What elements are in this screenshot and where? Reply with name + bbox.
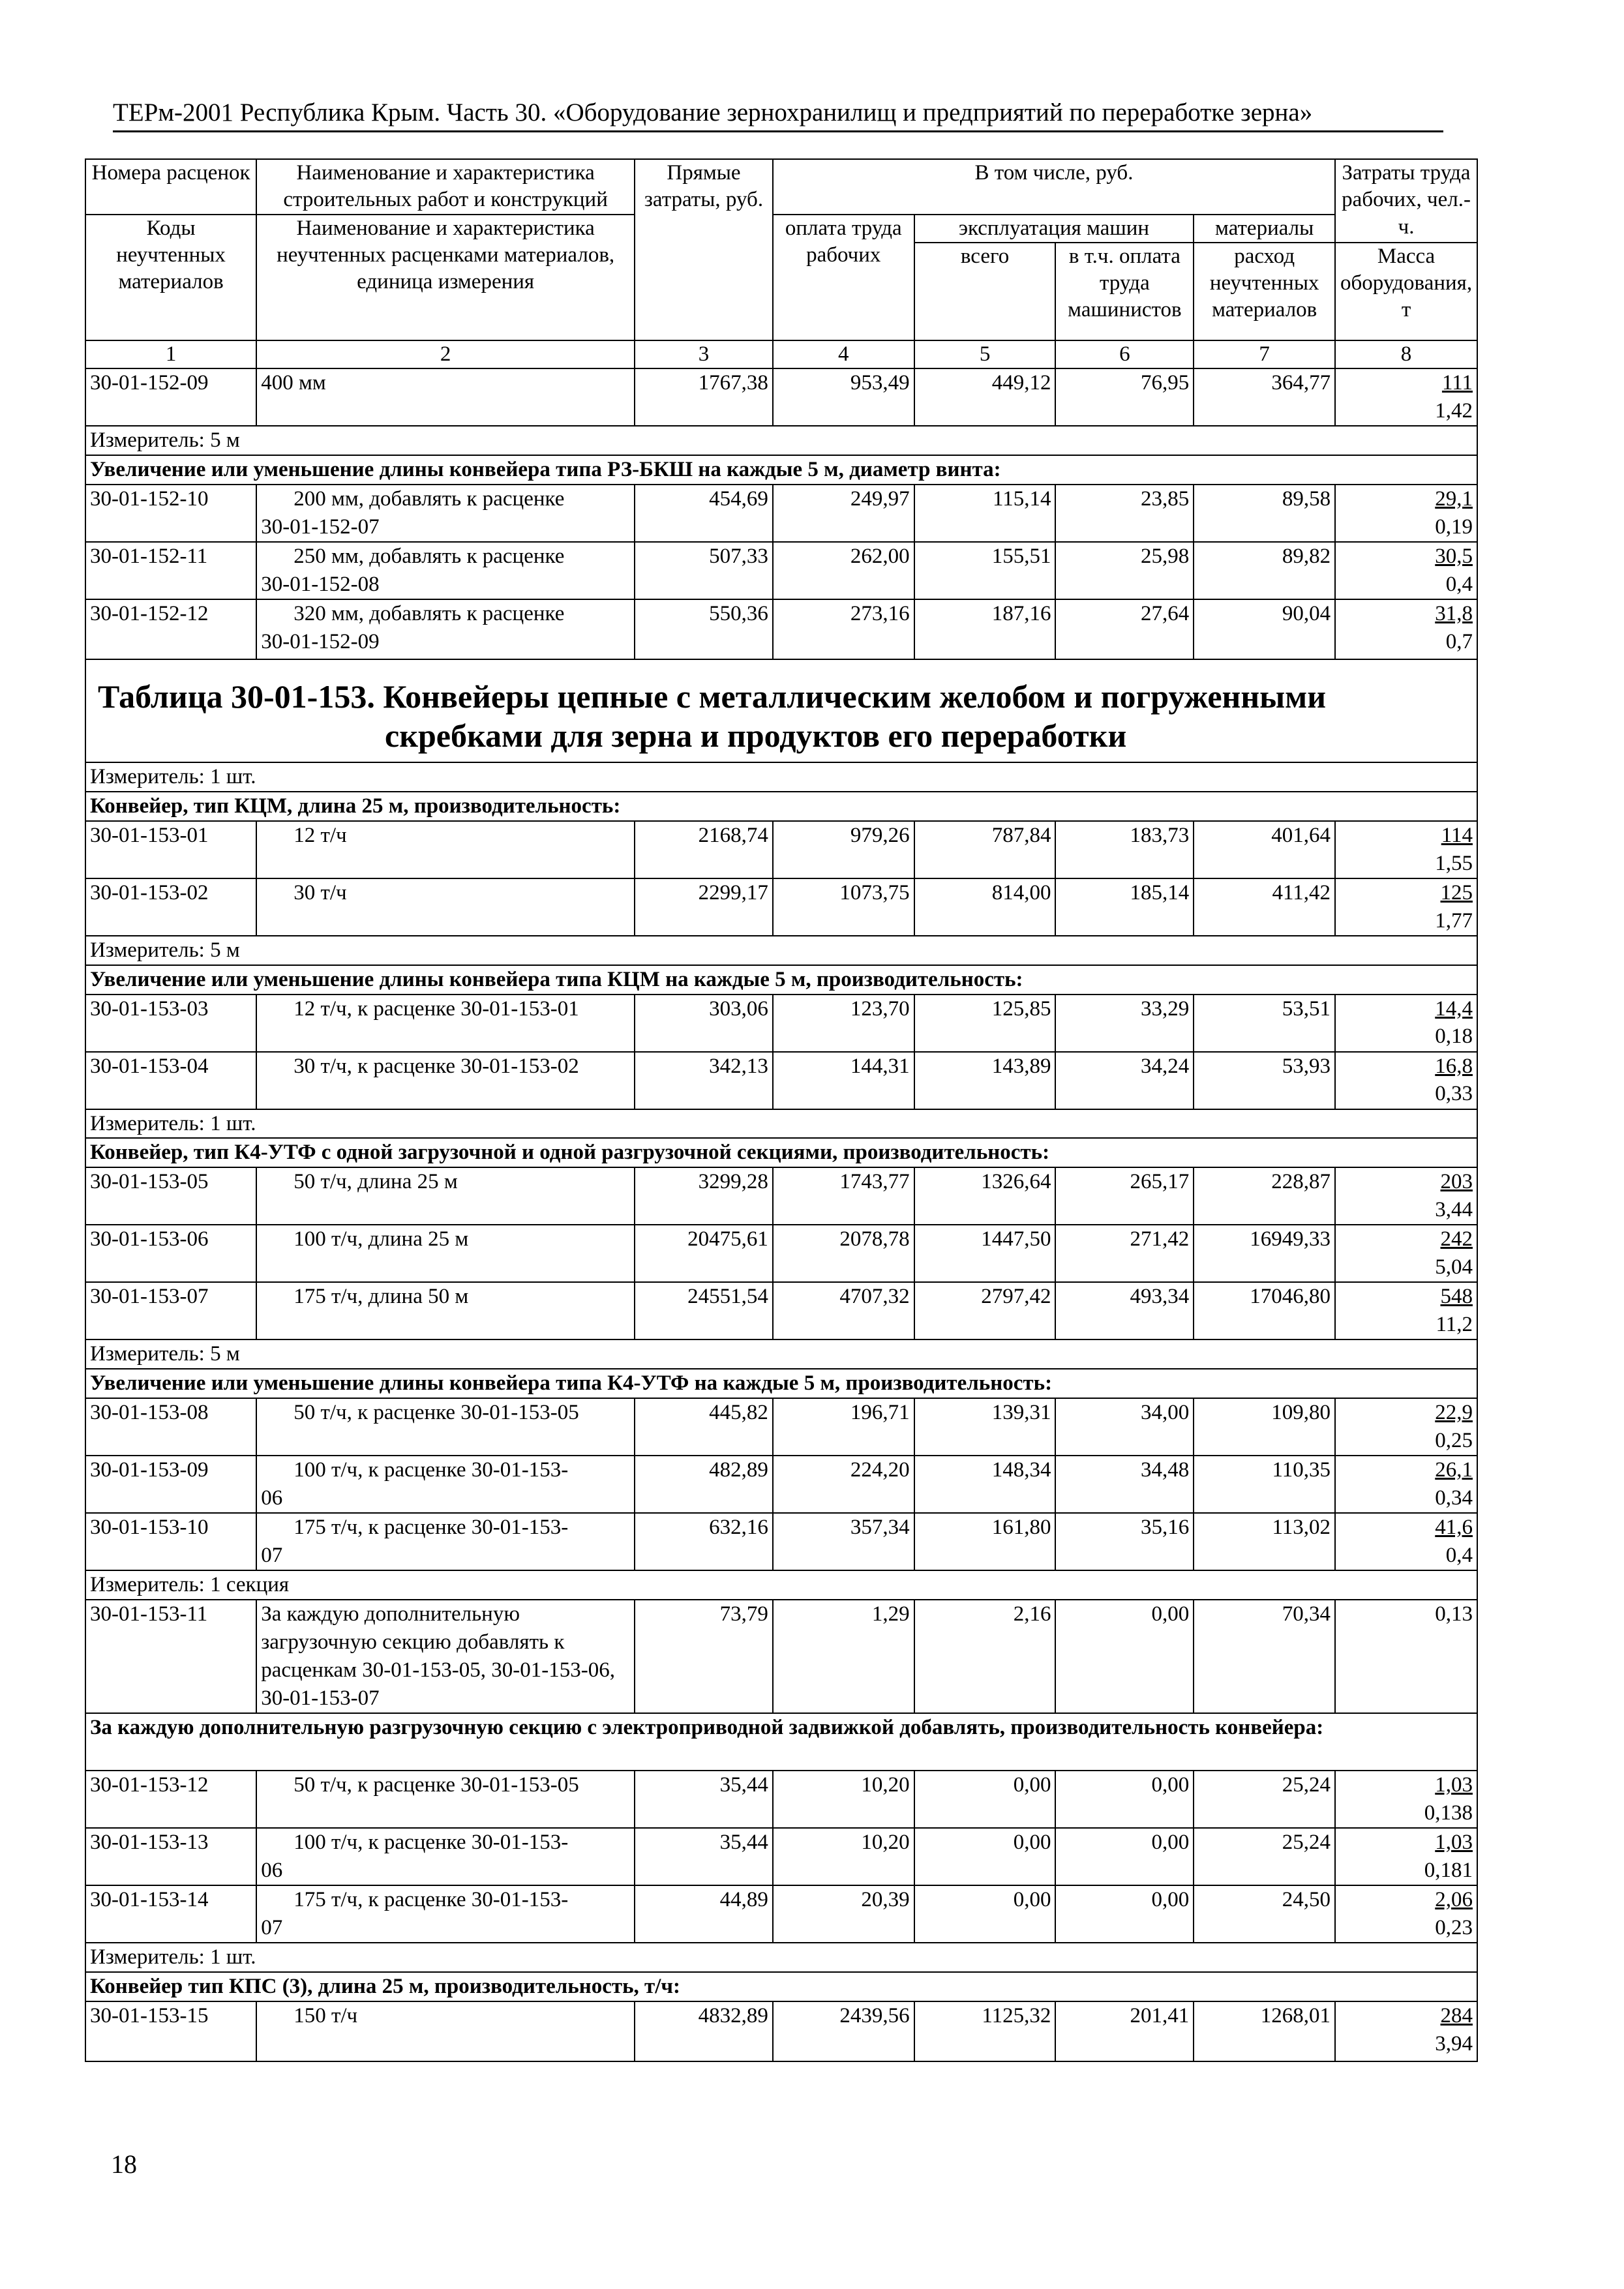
col-materials: материалы — [1194, 215, 1335, 243]
rate-code: 30-01-152-09 — [85, 368, 256, 426]
wages: 1743,77 — [773, 1167, 914, 1225]
labor-mass — [1335, 1456, 1477, 1513]
direct-cost: 4832,89 — [635, 2001, 773, 2061]
rates-table-30-01-152 — [85, 158, 1478, 660]
operators-wages: 34,24 — [1055, 1052, 1194, 1109]
mass-value: 5,04 — [1435, 1255, 1473, 1279]
col-num-4: 4 — [773, 340, 914, 368]
col-num-6: 6 — [1055, 340, 1194, 368]
rate-name: 50 т/ч, длина 25 м — [256, 1167, 635, 1225]
operators-wages: 185,14 — [1055, 878, 1194, 936]
materials-cost: 25,24 — [1194, 1771, 1335, 1828]
rate-name: 200 мм, добавлять к расценке 30-01-152-07 — [256, 485, 635, 542]
section-heading: Увеличение или уменьшение длины конвейера типа К4-УТФ на каждые 5 м, производительность: — [85, 1369, 1477, 1398]
rate-name: 150 т/ч — [256, 2001, 635, 2061]
section-heading: Конвейер тип КПС (3), длина 25 м, производительность, т/ч: — [85, 1972, 1477, 2001]
section-heading: Увеличение или уменьшение длины конвейера типа РЗ-БКШ на каждые 5 м, диаметр винта: — [85, 455, 1477, 485]
measure-unit: Измеритель: 1 шт. — [85, 1109, 1477, 1139]
table-title — [98, 677, 1481, 755]
direct-cost: 73,79 — [635, 1600, 773, 1713]
table-row — [85, 1167, 1477, 1225]
operators-wages: 271,42 — [1055, 1225, 1194, 1282]
wages: 357,34 — [773, 1513, 914, 1570]
rate-name: 50 т/ч, к расценке 30-01-153-05 — [256, 1398, 635, 1456]
direct-cost: 1767,38 — [635, 368, 773, 426]
machines-total: 187,16 — [914, 599, 1056, 659]
rate-code: 30-01-153-02 — [85, 878, 256, 936]
labor-mass — [1335, 368, 1477, 426]
col-num-8: 8 — [1335, 340, 1477, 368]
labor-mass: 30,5 0,4 — [1335, 542, 1477, 599]
measure-unit: Измеритель: 1 секция — [85, 1570, 1477, 1600]
labor-value: 14,4 — [1435, 996, 1473, 1021]
rate-name: 320 мм, добавлять к расценке 30-01-152-09 — [256, 599, 635, 659]
machines-total: 161,80 — [914, 1513, 1056, 1570]
rate-code: 30-01-153-01 — [85, 821, 256, 878]
mass-value: 0,34 — [1435, 1486, 1473, 1510]
rate-code: 30-01-152-12 — [85, 599, 256, 659]
table-row — [85, 1225, 1477, 1282]
measure-unit: Измеритель: 5 м — [85, 1339, 1477, 1369]
mass-value: 0,25 — [1435, 1429, 1473, 1453]
col-num-5: 5 — [914, 340, 1056, 368]
rate-code: 30-01-153-12 — [85, 1771, 256, 1828]
materials-cost: 89,58 — [1194, 485, 1335, 542]
rate-code: 30-01-152-11 — [85, 542, 256, 599]
machines-total: 1447,50 — [914, 1225, 1056, 1282]
wages: 10,20 — [773, 1771, 914, 1828]
rate-code: 30-01-152-10 — [85, 485, 256, 542]
labor-value: 548 — [1440, 1285, 1473, 1309]
col2-bottom: Наименование и характеристика неучтенных расценками материалов, единица измерения — [256, 215, 635, 340]
machines-total: 155,51 — [914, 542, 1056, 599]
wages: 20,39 — [773, 1885, 914, 1943]
direct-cost: 20475,61 — [635, 1225, 773, 1282]
direct-cost: 342,13 — [635, 1052, 773, 1109]
labor-value: 242 — [1440, 1227, 1473, 1251]
materials-cost: 53,51 — [1194, 995, 1335, 1052]
labor-value: 1,03 — [1435, 1773, 1473, 1797]
materials-cost: 110,35 — [1194, 1456, 1335, 1513]
rate-name: 100 т/ч, к расценке 30-01-153- 06 — [256, 1456, 635, 1513]
table-row — [85, 1828, 1477, 1885]
machines-total: 1125,32 — [914, 2001, 1056, 2061]
operators-wages: 265,17 — [1055, 1167, 1194, 1225]
table-row — [85, 485, 1477, 542]
labor-mass — [1335, 1282, 1477, 1339]
mass-value: 0,23 — [1435, 1915, 1473, 1939]
machines-total: 1326,64 — [914, 1167, 1056, 1225]
labor-mass — [1335, 1828, 1477, 1885]
rate-code: 30-01-153-06 — [85, 1225, 256, 1282]
wages: 2439,56 — [773, 2001, 914, 2061]
table-row — [85, 1885, 1477, 1943]
direct-cost: 3299,28 — [635, 1167, 773, 1225]
measure-unit: Измеритель: 5 м — [85, 426, 1477, 455]
wages: 262,00 — [773, 542, 914, 599]
col8-bottom: Масса оборудования, т — [1335, 243, 1477, 340]
section-heading: Конвейер, тип КЦМ, длина 25 м, производительность: — [85, 792, 1477, 821]
col3-direct: Прямые затраты, руб. — [635, 159, 773, 340]
labor-value: 22,9 — [1435, 1401, 1473, 1425]
materials-cost: 17046,80 — [1194, 1282, 1335, 1339]
direct-cost: 303,06 — [635, 995, 773, 1052]
direct-cost: 35,44 — [635, 1771, 773, 1828]
wages: 2078,78 — [773, 1225, 914, 1282]
table-title-line2: скребками для зерна и продуктов его переработки — [385, 717, 1127, 754]
table-row — [85, 821, 1477, 878]
rate-code: 30-01-153-13 — [85, 1828, 256, 1885]
wages: 249,97 — [773, 485, 914, 542]
rate-name: 100 т/ч, к расценке 30-01-153- 06 — [256, 1828, 635, 1885]
mass-value: 1,55 — [1435, 851, 1473, 875]
rate-name: 175 т/ч, к расценке 30-01-153- 07 — [256, 1513, 635, 1570]
labor-mass — [1335, 1225, 1477, 1282]
wages: 123,70 — [773, 995, 914, 1052]
operators-wages: 183,73 — [1055, 821, 1194, 878]
table-row — [85, 995, 1477, 1052]
operators-wages: 0,00 — [1055, 1885, 1194, 1943]
machines-total: 2797,42 — [914, 1282, 1056, 1339]
operators-wages: 25,98 — [1055, 542, 1194, 599]
wages: 1073,75 — [773, 878, 914, 936]
measure-unit: Измеритель: 1 шт. — [85, 1943, 1477, 1972]
labor-value: 26,1 — [1435, 1458, 1473, 1482]
col6-operators: в т.ч. оплата труда машинистов — [1055, 243, 1194, 340]
materials-cost: 113,02 — [1194, 1513, 1335, 1570]
machines-total: 148,34 — [914, 1456, 1056, 1513]
materials-cost: 1268,01 — [1194, 2001, 1335, 2061]
operators-wages: 34,00 — [1055, 1398, 1194, 1456]
rate-code: 30-01-153-09 — [85, 1456, 256, 1513]
materials-cost: 70,34 — [1194, 1600, 1335, 1713]
col8-top: Затраты труда рабочих, чел.-ч. — [1335, 159, 1477, 243]
materials-cost: 411,42 — [1194, 878, 1335, 936]
machines-total: 115,14 — [914, 485, 1056, 542]
labor-mass — [1335, 1885, 1477, 1943]
machines-total: 0,00 — [914, 1771, 1056, 1828]
mass-value: 11,2 — [1436, 1313, 1473, 1337]
section-heading: Конвейер, тип К4-УТФ с одной загрузочной и одной разгрузочной секциями, производительность: — [85, 1138, 1477, 1167]
labor-value: 2,06 — [1435, 1888, 1473, 1912]
col-incl: В том числе, руб. — [773, 159, 1335, 215]
wages: 10,20 — [773, 1828, 914, 1885]
operators-wages: 76,95 — [1055, 368, 1194, 426]
table-row — [85, 2001, 1477, 2061]
rate-name: 30 т/ч, к расценке 30-01-153-02 — [256, 1052, 635, 1109]
wages: 144,31 — [773, 1052, 914, 1109]
machines-total: 0,00 — [914, 1885, 1056, 1943]
measure-unit: Измеритель: 1 шт. — [85, 762, 1477, 792]
machines-total: 814,00 — [914, 878, 1056, 936]
table-row — [85, 1600, 1477, 1713]
rates-table-30-01-153 — [85, 762, 1478, 2062]
direct-cost: 550,36 — [635, 599, 773, 659]
operators-wages: 35,16 — [1055, 1513, 1194, 1570]
labor-mass — [1335, 1167, 1477, 1225]
wages: 1,29 — [773, 1600, 914, 1713]
machines-total: 143,89 — [914, 1052, 1056, 1109]
rate-code: 30-01-153-11 — [85, 1600, 256, 1713]
materials-cost: 89,82 — [1194, 542, 1335, 599]
labor-mass: 31,8 0,7 — [1335, 599, 1477, 659]
col4-wages: оплата труда рабочих — [773, 215, 914, 340]
labor-value: 284 — [1440, 2003, 1473, 2027]
operators-wages: 493,34 — [1055, 1282, 1194, 1339]
operators-wages: 0,00 — [1055, 1771, 1194, 1828]
labor-value: 111 — [1441, 371, 1473, 395]
materials-cost: 25,24 — [1194, 1828, 1335, 1885]
col-exploitation: эксплуатация машин — [914, 215, 1194, 243]
mass-value: 1,77 — [1435, 908, 1473, 933]
table-row — [85, 1398, 1477, 1456]
page-number: 18 — [111, 2149, 137, 2179]
wages: 224,20 — [773, 1456, 914, 1513]
rate-name: 50 т/ч, к расценке 30-01-153-05 — [256, 1771, 635, 1828]
materials-cost: 228,87 — [1194, 1167, 1335, 1225]
wages: 953,49 — [773, 368, 914, 426]
materials-cost: 90,04 — [1194, 599, 1335, 659]
frame-left-line — [85, 642, 86, 763]
rate-name: 12 т/ч, к расценке 30-01-153-01 — [256, 995, 635, 1052]
table-row — [85, 542, 1477, 599]
mass-value: 3,44 — [1435, 1198, 1473, 1222]
materials-cost: 24,50 — [1194, 1885, 1335, 1943]
col2-top: Наименование и характеристика строительных работ и конструкций — [256, 159, 635, 215]
operators-wages: 33,29 — [1055, 995, 1194, 1052]
col-num-7: 7 — [1194, 340, 1335, 368]
machines-total: 0,00 — [914, 1828, 1056, 1885]
table-row — [85, 368, 1477, 426]
labor-value: 114 — [1441, 823, 1473, 847]
direct-cost: 2299,17 — [635, 878, 773, 936]
direct-cost: 445,82 — [635, 1398, 773, 1456]
wages: 979,26 — [773, 821, 914, 878]
rate-name: 175 т/ч, к расценке 30-01-153- 07 — [256, 1885, 635, 1943]
machines-total: 125,85 — [914, 995, 1056, 1052]
rate-code: 30-01-153-08 — [85, 1398, 256, 1456]
materials-cost: 16949,33 — [1194, 1225, 1335, 1282]
labor-value: 125 — [1440, 880, 1473, 905]
rate-name: 12 т/ч — [256, 821, 635, 878]
operators-wages: 23,85 — [1055, 485, 1194, 542]
rate-name: 400 мм — [256, 368, 635, 426]
measure-unit: Измеритель: 5 м — [85, 936, 1477, 965]
rate-code: 30-01-153-10 — [85, 1513, 256, 1570]
labor-mass — [1335, 1513, 1477, 1570]
col-num-2: 2 — [256, 340, 635, 368]
mass-value: 1,42 — [1435, 398, 1473, 423]
mass-value: 0,33 — [1435, 1082, 1473, 1106]
section-heading: Увеличение или уменьшение длины конвейера типа КЦМ на каждые 5 м, производительность: — [85, 965, 1477, 995]
rate-code: 30-01-153-03 — [85, 995, 256, 1052]
labor-mass — [1335, 2001, 1477, 2061]
direct-cost: 44,89 — [635, 1885, 773, 1943]
materials-cost: 401,64 — [1194, 821, 1335, 878]
operators-wages: 34,48 — [1055, 1456, 1194, 1513]
labor-mass — [1335, 821, 1477, 878]
operators-wages: 0,00 — [1055, 1600, 1194, 1713]
section-heading: За каждую дополнительную разгрузочную секцию с электроприводной задвижкой добавлять, производительность конвейера: — [85, 1713, 1477, 1771]
rate-name: 100 т/ч, длина 25 м — [256, 1225, 635, 1282]
labor-mass — [1335, 878, 1477, 936]
table-row — [85, 599, 1477, 659]
labor-value: 16,8 — [1435, 1054, 1473, 1078]
rate-name: 30 т/ч — [256, 878, 635, 936]
mass-value: 0,4 — [1445, 1544, 1473, 1568]
machines-total: 449,12 — [914, 368, 1056, 426]
machines-total: 2,16 — [914, 1600, 1056, 1713]
col5-total: всего — [914, 243, 1056, 340]
col-num-3: 3 — [635, 340, 773, 368]
rate-code: 30-01-153-07 — [85, 1282, 256, 1339]
mass-value: 0,18 — [1435, 1025, 1473, 1049]
labor-mass: 29,1 0,19 — [1335, 485, 1477, 542]
table-row — [85, 1456, 1477, 1513]
operators-wages: 201,41 — [1055, 2001, 1194, 2061]
table-row — [85, 1513, 1477, 1570]
direct-cost: 454,69 — [635, 485, 773, 542]
col-num-1: 1 — [85, 340, 256, 368]
col7-materials: расход неучтенных материалов — [1194, 243, 1335, 340]
rate-code: 30-01-153-04 — [85, 1052, 256, 1109]
wages: 273,16 — [773, 599, 914, 659]
direct-cost: 35,44 — [635, 1828, 773, 1885]
materials-cost: 109,80 — [1194, 1398, 1335, 1456]
direct-cost: 632,16 — [635, 1513, 773, 1570]
operators-wages: 27,64 — [1055, 599, 1194, 659]
direct-cost: 2168,74 — [635, 821, 773, 878]
mass-value: 3,94 — [1435, 2031, 1473, 2056]
table-row — [85, 1052, 1477, 1109]
materials-cost: 53,93 — [1194, 1052, 1335, 1109]
table-row — [85, 878, 1477, 936]
wages: 196,71 — [773, 1398, 914, 1456]
labor-value: 1,03 — [1435, 1831, 1473, 1855]
col1-top: Номера расценок — [85, 159, 256, 215]
direct-cost: 24551,54 — [635, 1282, 773, 1339]
direct-cost: 507,33 — [635, 542, 773, 599]
table-row — [85, 1282, 1477, 1339]
labor-mass — [1335, 995, 1477, 1052]
materials-cost: 364,77 — [1194, 368, 1335, 426]
labor-mass — [1335, 1398, 1477, 1456]
table-title-line1: Таблица 30-01-153. Конвейеры цепные с металлическим желобом и погруженными — [98, 678, 1327, 715]
rate-code: 30-01-153-15 — [85, 2001, 256, 2061]
labor-value: 41,6 — [1435, 1516, 1473, 1540]
rate-name: 250 мм, добавлять к расценке 30-01-152-08 — [256, 542, 635, 599]
labor-value: 203 — [1440, 1170, 1473, 1194]
rate-name: 175 т/ч, длина 50 м — [256, 1282, 635, 1339]
rate-code: 30-01-153-14 — [85, 1885, 256, 1943]
mass-value: 0,181 — [1424, 1858, 1473, 1882]
labor-mass — [1335, 1771, 1477, 1828]
mass-value: 0,138 — [1424, 1801, 1473, 1825]
running-header: ТЕРм-2001 Республика Крым. Часть 30. «Оборудование зернохранилищ и предприятий по переработке зерна» — [113, 98, 1443, 132]
col1-bottom: Коды неучтенных материалов — [85, 215, 256, 340]
rate-code: 30-01-153-05 — [85, 1167, 256, 1225]
rate-name: За каждую дополнительную загрузочную секцию добавлять к расценкам 30-01-153-05, 30-01-153-06, 30-01-153-07 — [256, 1600, 635, 1713]
direct-cost: 482,89 — [635, 1456, 773, 1513]
table-row — [85, 1771, 1477, 1828]
operators-wages: 0,00 — [1055, 1828, 1194, 1885]
labor-mass — [1335, 1052, 1477, 1109]
machines-total: 139,31 — [914, 1398, 1056, 1456]
machines-total: 787,84 — [914, 821, 1056, 878]
labor-value: 0,13 — [1335, 1600, 1477, 1713]
wages: 4707,32 — [773, 1282, 914, 1339]
